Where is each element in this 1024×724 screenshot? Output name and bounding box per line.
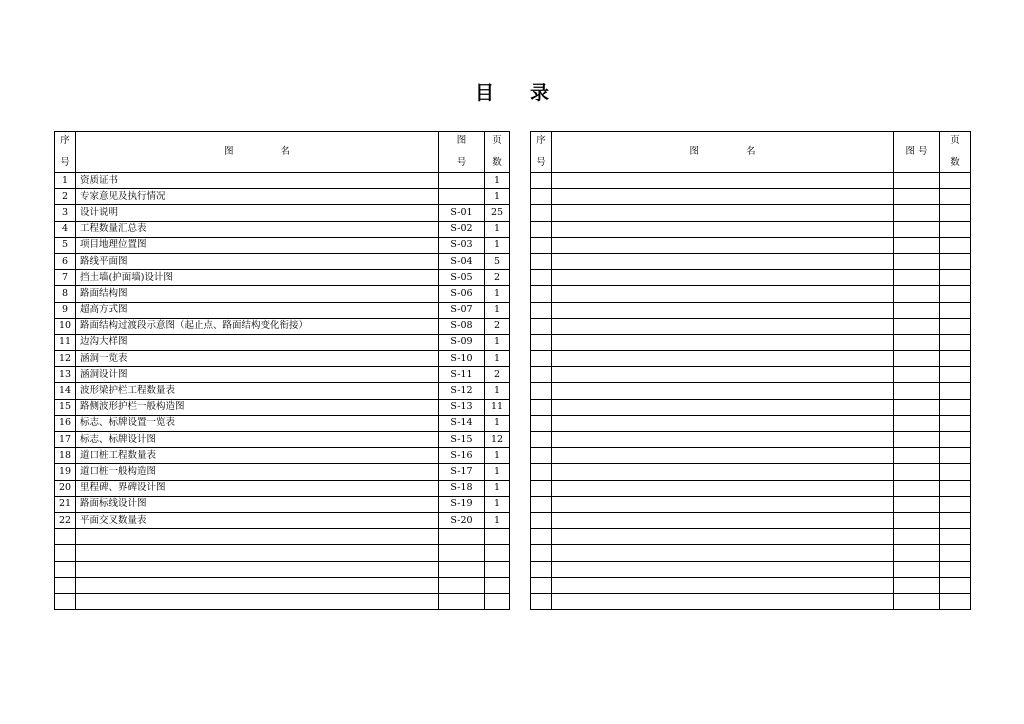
row-name: 标志、标牌设置一览表 bbox=[76, 415, 439, 431]
row-code bbox=[894, 286, 940, 302]
row-number bbox=[531, 545, 552, 561]
table-row bbox=[55, 561, 510, 577]
row-pages bbox=[940, 432, 971, 448]
toc-table-right bbox=[530, 131, 971, 610]
row-code bbox=[894, 512, 940, 528]
row-name bbox=[76, 577, 439, 593]
row-number: 18 bbox=[55, 448, 76, 464]
row-name: 超高方式图 bbox=[76, 302, 439, 318]
row-number: 4 bbox=[55, 221, 76, 237]
row-code: S-09 bbox=[439, 334, 485, 350]
row-code bbox=[439, 545, 485, 561]
table-row bbox=[531, 253, 971, 269]
table-row bbox=[55, 237, 510, 253]
header-code: 图 号 bbox=[439, 132, 485, 173]
row-pages: 1 bbox=[485, 237, 510, 253]
row-number bbox=[55, 593, 76, 609]
row-name bbox=[552, 173, 894, 189]
row-name: 挡土墙(护面墙)设计图 bbox=[76, 270, 439, 286]
row-pages bbox=[940, 334, 971, 350]
row-number bbox=[55, 529, 76, 545]
row-code: S-03 bbox=[439, 237, 485, 253]
row-code: S-08 bbox=[439, 318, 485, 334]
table-row bbox=[531, 480, 971, 496]
row-name bbox=[552, 577, 894, 593]
table-row bbox=[531, 237, 971, 253]
table-row bbox=[55, 270, 510, 286]
row-code bbox=[894, 302, 940, 318]
table-row bbox=[531, 270, 971, 286]
row-code bbox=[894, 367, 940, 383]
table-row bbox=[55, 205, 510, 221]
row-code: S-13 bbox=[439, 399, 485, 415]
table-row bbox=[55, 173, 510, 189]
row-code: S-12 bbox=[439, 383, 485, 399]
row-pages: 1 bbox=[485, 351, 510, 367]
row-code bbox=[894, 577, 940, 593]
row-number: 8 bbox=[55, 286, 76, 302]
table-row bbox=[531, 383, 971, 399]
row-pages: 1 bbox=[485, 415, 510, 431]
row-code bbox=[894, 253, 940, 269]
row-pages bbox=[940, 529, 971, 545]
row-code bbox=[894, 432, 940, 448]
row-number bbox=[55, 577, 76, 593]
row-name: 涵洞设计图 bbox=[76, 367, 439, 383]
row-pages bbox=[485, 545, 510, 561]
row-code: S-02 bbox=[439, 221, 485, 237]
row-code bbox=[894, 318, 940, 334]
row-pages: 1 bbox=[485, 189, 510, 205]
row-name bbox=[552, 561, 894, 577]
row-number bbox=[531, 189, 552, 205]
table-row bbox=[55, 577, 510, 593]
table-row bbox=[531, 561, 971, 577]
row-name bbox=[552, 512, 894, 528]
row-name bbox=[552, 529, 894, 545]
row-code bbox=[439, 593, 485, 609]
title-char-1: 目 bbox=[474, 82, 494, 104]
row-code: S-15 bbox=[439, 432, 485, 448]
row-number: 12 bbox=[55, 351, 76, 367]
table-row bbox=[531, 529, 971, 545]
table-row bbox=[55, 545, 510, 561]
row-name bbox=[552, 286, 894, 302]
row-code bbox=[894, 545, 940, 561]
header-no: 序 号 bbox=[531, 132, 552, 173]
row-pages: 2 bbox=[485, 318, 510, 334]
row-number bbox=[531, 512, 552, 528]
row-code: S-16 bbox=[439, 448, 485, 464]
row-number: 1 bbox=[55, 173, 76, 189]
table-row bbox=[531, 545, 971, 561]
row-name: 道口桩一般构造图 bbox=[76, 464, 439, 480]
table-row bbox=[531, 189, 971, 205]
row-number bbox=[531, 415, 552, 431]
row-number bbox=[531, 464, 552, 480]
table-row bbox=[55, 529, 510, 545]
row-number bbox=[531, 205, 552, 221]
table-row bbox=[531, 432, 971, 448]
row-code bbox=[439, 529, 485, 545]
row-number: 7 bbox=[55, 270, 76, 286]
row-name bbox=[552, 367, 894, 383]
row-code bbox=[894, 415, 940, 431]
row-number bbox=[55, 561, 76, 577]
table-row bbox=[531, 302, 971, 318]
row-pages bbox=[940, 270, 971, 286]
row-pages bbox=[940, 399, 971, 415]
row-pages bbox=[485, 529, 510, 545]
row-number: 5 bbox=[55, 237, 76, 253]
table-row bbox=[55, 318, 510, 334]
row-name: 标志、标牌设计图 bbox=[76, 432, 439, 448]
table-row bbox=[55, 480, 510, 496]
table-row bbox=[55, 399, 510, 415]
table-row bbox=[531, 221, 971, 237]
row-number: 20 bbox=[55, 480, 76, 496]
table-row bbox=[531, 205, 971, 221]
row-name bbox=[76, 529, 439, 545]
row-name bbox=[552, 270, 894, 286]
row-name bbox=[552, 318, 894, 334]
row-code bbox=[894, 205, 940, 221]
row-name: 资质证书 bbox=[76, 173, 439, 189]
row-pages bbox=[940, 367, 971, 383]
row-code bbox=[439, 561, 485, 577]
table-row bbox=[55, 464, 510, 480]
row-pages: 1 bbox=[485, 302, 510, 318]
row-name: 专家意见及执行情况 bbox=[76, 189, 439, 205]
row-pages: 1 bbox=[485, 173, 510, 189]
row-name bbox=[76, 593, 439, 609]
row-name bbox=[552, 334, 894, 350]
row-code bbox=[894, 221, 940, 237]
row-code bbox=[894, 237, 940, 253]
header-pages: 页 数 bbox=[940, 132, 971, 173]
row-pages bbox=[940, 237, 971, 253]
row-pages bbox=[940, 415, 971, 431]
row-number bbox=[531, 286, 552, 302]
row-number: 21 bbox=[55, 496, 76, 512]
row-pages bbox=[940, 221, 971, 237]
row-pages bbox=[485, 561, 510, 577]
table-row bbox=[531, 334, 971, 350]
row-pages: 5 bbox=[485, 253, 510, 269]
table-row bbox=[55, 367, 510, 383]
row-name: 路面标线设计图 bbox=[76, 496, 439, 512]
table-row bbox=[531, 464, 971, 480]
row-name: 涵洞一览表 bbox=[76, 351, 439, 367]
row-number: 6 bbox=[55, 253, 76, 269]
row-name bbox=[552, 593, 894, 609]
row-pages: 12 bbox=[485, 432, 510, 448]
row-pages bbox=[940, 205, 971, 221]
row-name: 路面结构过渡段示意图（起止点、路面结构变化衔接） bbox=[76, 318, 439, 334]
row-number bbox=[531, 383, 552, 399]
table-row bbox=[55, 448, 510, 464]
table-row bbox=[55, 189, 510, 205]
table-row bbox=[531, 512, 971, 528]
row-name bbox=[552, 464, 894, 480]
row-code: S-17 bbox=[439, 464, 485, 480]
row-pages bbox=[940, 253, 971, 269]
row-code: S-14 bbox=[439, 415, 485, 431]
row-code bbox=[894, 351, 940, 367]
row-number: 13 bbox=[55, 367, 76, 383]
row-number bbox=[531, 318, 552, 334]
row-pages: 1 bbox=[485, 448, 510, 464]
table-row bbox=[55, 383, 510, 399]
row-code bbox=[894, 270, 940, 286]
row-number: 15 bbox=[55, 399, 76, 415]
row-name: 路面结构图 bbox=[76, 286, 439, 302]
row-pages bbox=[940, 318, 971, 334]
row-name bbox=[76, 561, 439, 577]
row-code bbox=[894, 334, 940, 350]
page-title bbox=[0, 78, 1024, 105]
row-number bbox=[531, 253, 552, 269]
row-code: S-06 bbox=[439, 286, 485, 302]
row-name: 里程碑、界碑设计图 bbox=[76, 480, 439, 496]
header-name: 图 名 bbox=[552, 132, 894, 173]
row-pages: 1 bbox=[485, 496, 510, 512]
row-pages bbox=[940, 593, 971, 609]
row-number bbox=[531, 221, 552, 237]
row-number bbox=[55, 545, 76, 561]
row-code: S-20 bbox=[439, 512, 485, 528]
header-code: 图 号 bbox=[894, 132, 940, 173]
row-number bbox=[531, 561, 552, 577]
table-row bbox=[531, 286, 971, 302]
row-number: 22 bbox=[55, 512, 76, 528]
row-name: 设计说明 bbox=[76, 205, 439, 221]
row-name bbox=[552, 302, 894, 318]
table-row bbox=[55, 334, 510, 350]
row-name bbox=[552, 205, 894, 221]
row-pages: 1 bbox=[485, 334, 510, 350]
table-row bbox=[55, 432, 510, 448]
row-code bbox=[439, 173, 485, 189]
row-number: 2 bbox=[55, 189, 76, 205]
row-name bbox=[552, 496, 894, 512]
table-row bbox=[55, 415, 510, 431]
row-code bbox=[894, 529, 940, 545]
row-pages: 2 bbox=[485, 270, 510, 286]
row-name bbox=[76, 545, 439, 561]
row-pages bbox=[485, 577, 510, 593]
row-number: 14 bbox=[55, 383, 76, 399]
table-row bbox=[531, 367, 971, 383]
row-number: 10 bbox=[55, 318, 76, 334]
row-code: S-07 bbox=[439, 302, 485, 318]
row-code: S-05 bbox=[439, 270, 485, 286]
row-pages bbox=[940, 351, 971, 367]
row-number bbox=[531, 577, 552, 593]
row-name bbox=[552, 351, 894, 367]
row-code: S-04 bbox=[439, 253, 485, 269]
table-row bbox=[531, 318, 971, 334]
row-pages bbox=[940, 464, 971, 480]
row-name bbox=[552, 237, 894, 253]
table-row bbox=[55, 286, 510, 302]
row-pages bbox=[940, 512, 971, 528]
row-name bbox=[552, 415, 894, 431]
row-name: 路侧波形护栏一般构造图 bbox=[76, 399, 439, 415]
table-row bbox=[55, 302, 510, 318]
table-row bbox=[55, 593, 510, 609]
table-row bbox=[531, 593, 971, 609]
row-code: S-11 bbox=[439, 367, 485, 383]
row-name: 平面交叉数量表 bbox=[76, 512, 439, 528]
row-name bbox=[552, 221, 894, 237]
table-row bbox=[531, 448, 971, 464]
header-row bbox=[55, 132, 510, 173]
row-pages bbox=[940, 545, 971, 561]
row-name bbox=[552, 480, 894, 496]
row-number bbox=[531, 334, 552, 350]
row-number: 19 bbox=[55, 464, 76, 480]
row-code bbox=[894, 173, 940, 189]
row-number bbox=[531, 302, 552, 318]
row-number bbox=[531, 432, 552, 448]
row-code bbox=[439, 189, 485, 205]
row-number bbox=[531, 173, 552, 189]
row-number: 11 bbox=[55, 334, 76, 350]
row-name: 路线平面图 bbox=[76, 253, 439, 269]
table-row bbox=[531, 415, 971, 431]
row-code bbox=[894, 399, 940, 415]
row-name bbox=[552, 545, 894, 561]
row-name: 波形梁护栏工程数量表 bbox=[76, 383, 439, 399]
row-code bbox=[894, 561, 940, 577]
row-number bbox=[531, 399, 552, 415]
row-code bbox=[894, 189, 940, 205]
row-pages: 11 bbox=[485, 399, 510, 415]
toc-table-left bbox=[54, 131, 510, 610]
header-name: 图 名 bbox=[76, 132, 439, 173]
row-pages: 1 bbox=[485, 464, 510, 480]
header-no: 序 号 bbox=[55, 132, 76, 173]
row-pages bbox=[940, 577, 971, 593]
row-name: 工程数量汇总表 bbox=[76, 221, 439, 237]
row-name bbox=[552, 383, 894, 399]
row-pages bbox=[940, 448, 971, 464]
row-pages bbox=[940, 173, 971, 189]
row-name bbox=[552, 448, 894, 464]
header-row bbox=[531, 132, 971, 173]
row-code bbox=[894, 480, 940, 496]
row-pages: 2 bbox=[485, 367, 510, 383]
row-pages bbox=[940, 383, 971, 399]
row-code bbox=[439, 577, 485, 593]
row-name: 项目地理位置图 bbox=[76, 237, 439, 253]
table-row bbox=[531, 173, 971, 189]
row-number: 17 bbox=[55, 432, 76, 448]
table-row bbox=[531, 351, 971, 367]
table-row bbox=[55, 253, 510, 269]
row-code bbox=[894, 383, 940, 399]
row-pages bbox=[940, 496, 971, 512]
row-pages: 1 bbox=[485, 221, 510, 237]
row-number: 3 bbox=[55, 205, 76, 221]
row-pages: 1 bbox=[485, 480, 510, 496]
row-name bbox=[552, 399, 894, 415]
row-pages bbox=[940, 302, 971, 318]
title-char-2: 录 bbox=[530, 82, 550, 104]
row-code bbox=[894, 448, 940, 464]
row-number bbox=[531, 367, 552, 383]
row-code: S-10 bbox=[439, 351, 485, 367]
row-number bbox=[531, 270, 552, 286]
row-code: S-19 bbox=[439, 496, 485, 512]
table-row bbox=[55, 512, 510, 528]
row-number bbox=[531, 480, 552, 496]
table-row bbox=[55, 221, 510, 237]
table-row bbox=[55, 351, 510, 367]
row-pages bbox=[940, 480, 971, 496]
row-pages bbox=[940, 561, 971, 577]
table-row bbox=[531, 399, 971, 415]
row-code bbox=[894, 496, 940, 512]
row-name bbox=[552, 253, 894, 269]
row-number bbox=[531, 351, 552, 367]
row-name bbox=[552, 189, 894, 205]
row-number bbox=[531, 448, 552, 464]
row-number: 16 bbox=[55, 415, 76, 431]
table-row bbox=[531, 577, 971, 593]
row-pages: 25 bbox=[485, 205, 510, 221]
row-number bbox=[531, 496, 552, 512]
table-row bbox=[531, 496, 971, 512]
row-code bbox=[894, 593, 940, 609]
row-pages bbox=[940, 189, 971, 205]
row-code: S-18 bbox=[439, 480, 485, 496]
row-pages bbox=[485, 593, 510, 609]
row-code: S-01 bbox=[439, 205, 485, 221]
row-number: 9 bbox=[55, 302, 76, 318]
row-number bbox=[531, 237, 552, 253]
row-pages: 1 bbox=[485, 383, 510, 399]
row-number bbox=[531, 529, 552, 545]
table-row bbox=[55, 496, 510, 512]
header-pages: 页 数 bbox=[485, 132, 510, 173]
row-pages: 1 bbox=[485, 512, 510, 528]
row-name bbox=[552, 432, 894, 448]
row-pages: 1 bbox=[485, 286, 510, 302]
row-pages bbox=[940, 286, 971, 302]
row-number bbox=[531, 593, 552, 609]
row-name: 道口桩工程数量表 bbox=[76, 448, 439, 464]
row-name: 边沟大样图 bbox=[76, 334, 439, 350]
row-code bbox=[894, 464, 940, 480]
